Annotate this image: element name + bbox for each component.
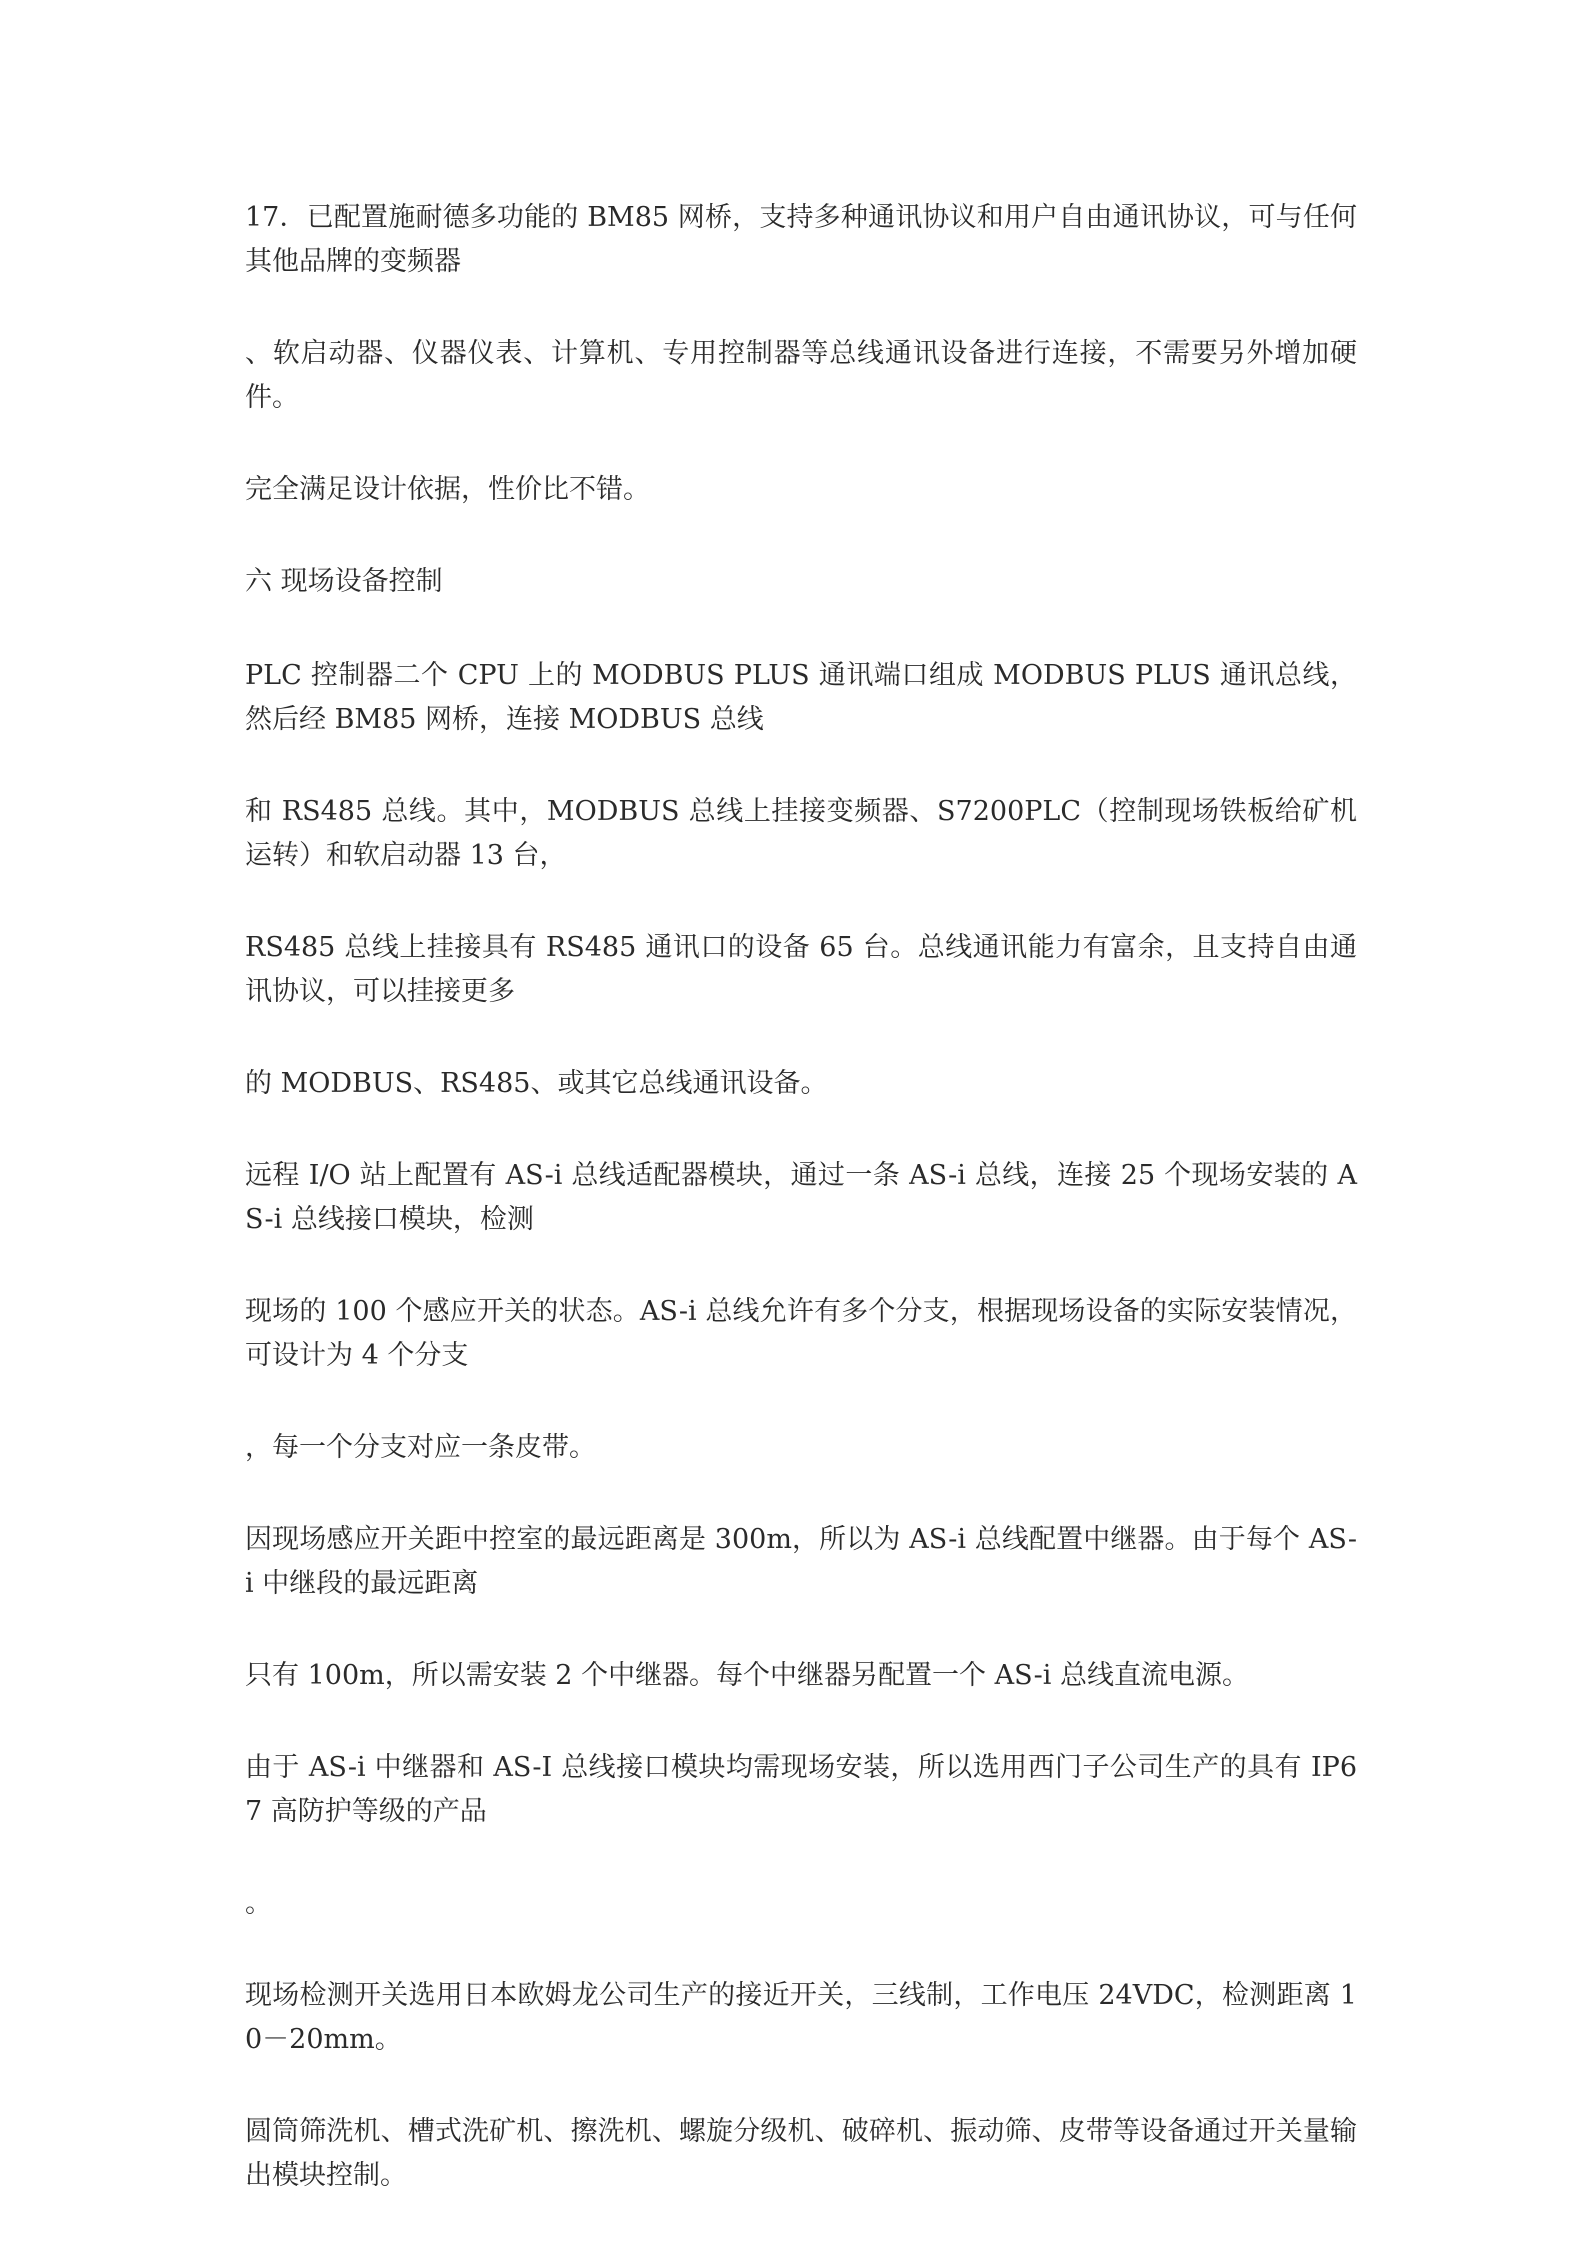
- paragraph-rs485-devices: RS485 总线上挂接具有 RS485 通讯口的设备 65 台。总线通讯能力有富余，且支持自由通讯协议，可以挂接更多: [245, 932, 1357, 1007]
- paragraph-other-devices: 的 MODBUS、RS485、或其它总线通讯设备。: [245, 1068, 828, 1099]
- paragraph-equipment-control: 圆筒筛洗机、槽式洗矿机、擦洗机、螺旋分级机、破碎机、振动筛、皮带等设备通过开关量输出模块控制。: [245, 2116, 1357, 2191]
- paragraph-remote-io: 远程 I/O 站上配置有 AS-i 总线适配器模块，通过一条 AS-i 总线，连接 25 个现场安装的 AS-i 总线接口模块，检测: [245, 1160, 1357, 1235]
- paragraph-branch-belt: ，每一个分支对应一条皮带。: [245, 1432, 596, 1463]
- paragraph-ip67: 由于 AS-i 中继器和 AS-I 总线接口模块均需现场安装，所以选用西门子公司生产的具有 IP67 高防护等级的产品: [245, 1752, 1357, 1827]
- document-body: [245, 196, 1357, 2246]
- paragraph-period: 。: [245, 1888, 272, 1919]
- paragraph-sensors: 现场的 100 个感应开关的状态。AS-i 总线允许有多个分支，根据现场设备的实际安装情况，可设计为 4 个分支: [245, 1296, 1357, 1371]
- paragraph-bm85-bridge: 17．已配置施耐德多功能的 BM85 网桥，支持多种通讯协议和用户自由通讯协议，可与任何其他品牌的变频器: [245, 202, 1357, 277]
- section-heading-field-control: 六 现场设备控制: [245, 566, 443, 597]
- paragraph-repeater: 因现场感应开关距中控室的最远距离是 300m，所以为 AS-i 总线配置中继器。由于每个 AS-i 中继段的最远距离: [245, 1524, 1357, 1599]
- paragraph-proximity-switch: 现场检测开关选用日本欧姆龙公司生产的接近开关，三线制，工作电压 24VDC，检测距离 10－20mm。: [245, 1980, 1357, 2055]
- paragraph-conclusion: 完全满足设计依据，性价比不错。: [245, 474, 650, 505]
- paragraph-bus-devices: 、软启动器、仪器仪表、计算机、专用控制器等总线通讯设备进行连接，不需要另外增加硬件。: [245, 338, 1357, 413]
- paragraph-repeater-count: 只有 100m，所以需安装 2 个中继器。每个中继器另配置一个 AS-i 总线直流电源。: [245, 1660, 1249, 1691]
- paragraph-rs485-modbus: 和 RS485 总线。其中，MODBUS 总线上挂接变频器、S7200PLC（控制现场铁板给矿机运转）和软启动器 13 台，: [245, 796, 1357, 871]
- paragraph-modbus-plus: PLC 控制器二个 CPU 上的 MODBUS PLUS 通讯端口组成 MODBUS PLUS 通讯总线，然后经 BM85 网桥，连接 MODBUS 总线: [245, 660, 1357, 735]
